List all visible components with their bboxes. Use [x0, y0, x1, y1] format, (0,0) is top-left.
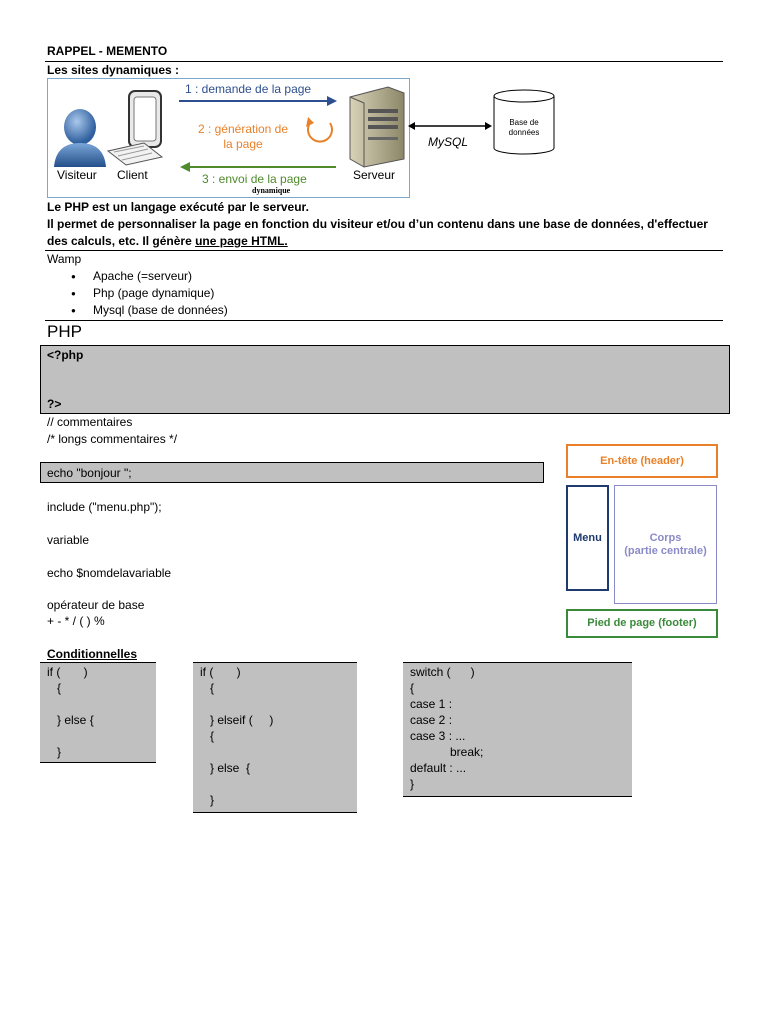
layout-menu-box: Menu [566, 485, 609, 591]
php-include: include ("menu.php"); [47, 500, 162, 514]
operators-title: opérateur de base [47, 598, 145, 612]
php-open-tag: <?php [47, 348, 84, 362]
switch-line-5: case 3 : ... [410, 729, 466, 743]
intro-line3-html: une page HTML. [195, 234, 288, 248]
server-icon [350, 87, 404, 167]
intro-line3 [47, 233, 288, 249]
database-label [494, 118, 554, 138]
layout-body-box [614, 485, 717, 604]
layout-footer-box: Pied de page (footer) [566, 609, 718, 638]
layout-body-label2: (partie centrale) [624, 544, 707, 557]
visitor-icon [54, 109, 106, 167]
intro-divider [45, 250, 723, 251]
switch-line-8: } [410, 777, 415, 791]
arrow3-sublabel: dynamique [252, 186, 291, 195]
page-title: RAPPEL - MEMENTO [47, 44, 168, 58]
switch-line-4: case 2 : [410, 713, 453, 727]
arrow3-label: 3 : envoi de la page [202, 172, 307, 186]
php-variable: variable [47, 533, 90, 547]
switch-line-2: { [410, 681, 415, 695]
operators-list: + - * / ( ) % [47, 614, 105, 628]
intro-line3-text: des calculs, etc. Il génère [47, 234, 196, 248]
intro-line2: Il permet de personnaliser la page en fonction du visiteur et/ou d’un contenu dans une base de données, d'effectuer [47, 217, 708, 231]
dynamic-site-diagram [47, 78, 410, 198]
if-elseif-line-7: } else { [200, 761, 251, 775]
php-echo-var: echo $nomdelavariable [47, 566, 172, 580]
switch-line-7: default : ... [410, 761, 467, 775]
if-else-line-1: if ( ) [47, 665, 88, 679]
wamp-divider [45, 320, 723, 321]
server-label: Serveur [353, 168, 396, 182]
client-computer-icon [108, 91, 162, 165]
request-arrow-head [327, 96, 337, 106]
if-elseif-line-2: { [200, 681, 215, 695]
php-heading: PHP [47, 322, 82, 341]
php-comment2: /* longs commentaires */ [47, 432, 178, 446]
section-subtitle: Les sites dynamiques : [47, 63, 180, 77]
if-else-block [40, 662, 156, 763]
if-else-line-2: { [47, 681, 62, 695]
database-label-line1: Base de [509, 118, 539, 127]
if-elseif-line-1: if ( ) [200, 665, 241, 679]
arrow2-label-line2: la page [223, 137, 263, 151]
echo-bonjour: echo "bonjour "; [47, 466, 132, 480]
php-comment1: // commentaires [47, 415, 133, 429]
response-arrow-head [180, 162, 190, 172]
arrow2-label [188, 122, 298, 152]
switch-line-1: switch ( ) [410, 665, 475, 679]
visitor-label: Visiteur [57, 168, 97, 182]
switch-block [403, 662, 632, 797]
client-label: Client [117, 168, 148, 182]
php-tag-box [40, 345, 730, 414]
wamp-item-apache: ● Apache (=serveur) [47, 268, 228, 285]
if-elseif-line-9: } [200, 793, 215, 807]
if-else-line-4: } else { [47, 713, 94, 727]
if-elseif-line-4: } elseif ( ) [200, 713, 274, 727]
database-label-line2: données [508, 128, 540, 137]
conditionals-title: Conditionnelles [47, 647, 137, 661]
if-elseif-line-5: { [200, 729, 215, 743]
layout-header-box: En-tête (header) [566, 444, 718, 478]
if-else-line-6: } [47, 745, 62, 759]
wamp-item-php: ● Php (page dynamique) [47, 285, 228, 302]
wamp-item-mysql: ● Mysql (base de données) [47, 302, 228, 319]
intro-line1: Le PHP est un langage exécuté par le serveur. [47, 200, 309, 214]
switch-line-6: break; [410, 745, 484, 759]
arrow1-label: 1 : demande de la page [185, 82, 312, 96]
switch-line-3: case 1 : [410, 697, 453, 711]
wamp-title: Wamp [47, 252, 82, 266]
php-close-tag: ?> [47, 397, 62, 411]
mysql-label: MySQL [428, 135, 469, 149]
generation-cycle-icon [308, 123, 332, 142]
layout-body-label1: Corps [649, 531, 682, 544]
arrow2-label-line1: 2 : génération de [197, 122, 289, 136]
if-elseif-block [193, 662, 357, 813]
echo-box [40, 462, 544, 483]
wamp-list [47, 268, 228, 319]
